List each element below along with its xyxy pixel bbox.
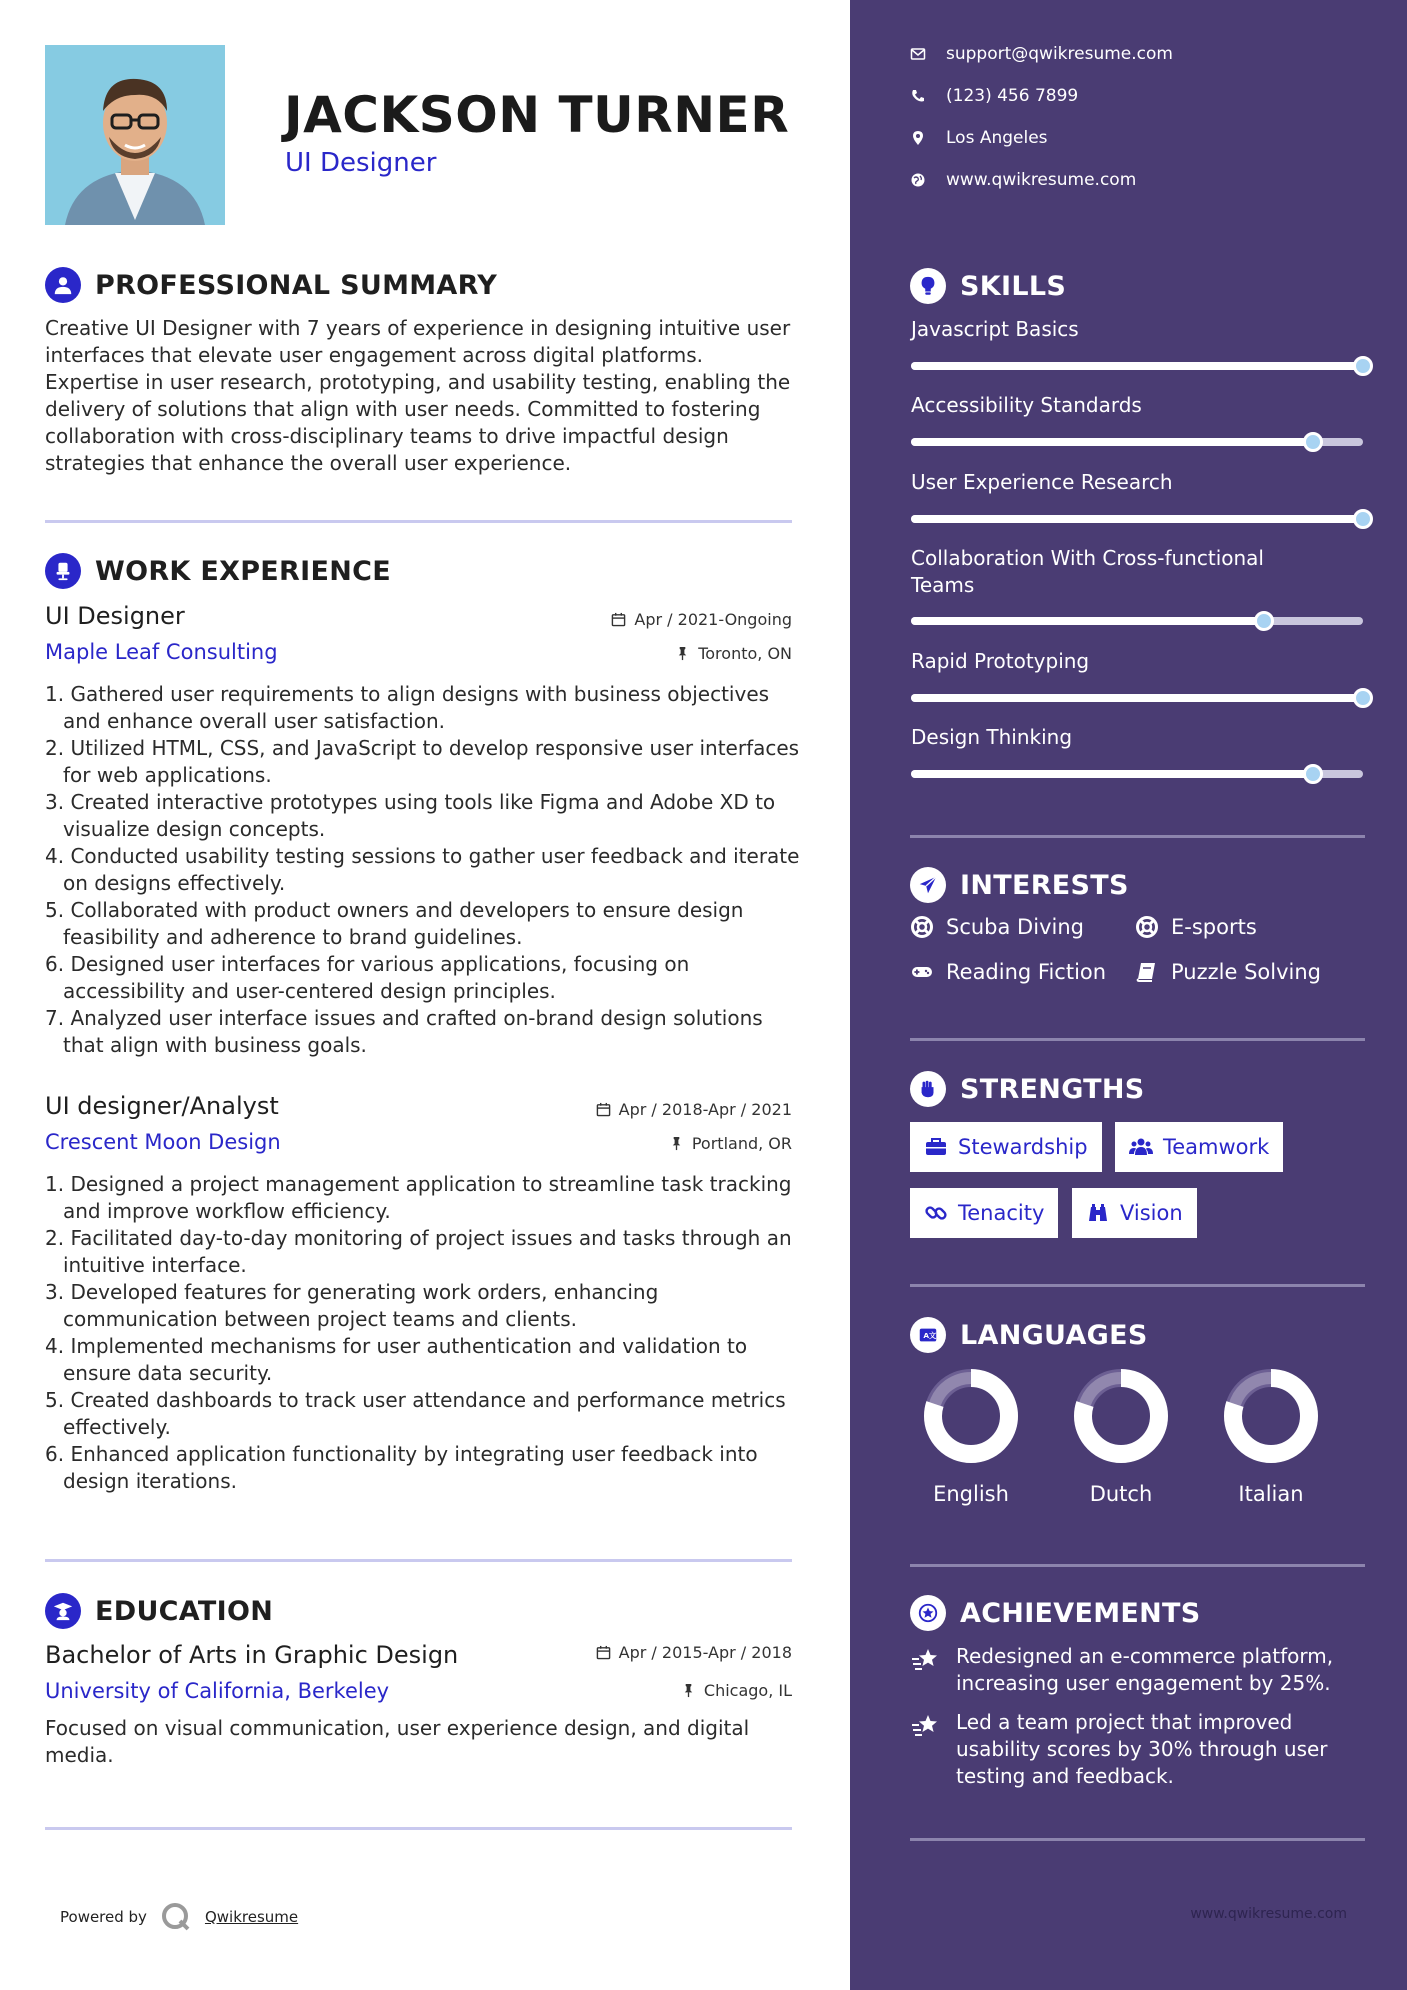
strength-chip: [910, 1188, 1058, 1238]
svg-text:文: 文: [928, 1331, 937, 1341]
job-location-text: Toronto, ON: [698, 644, 792, 663]
section-divider: [45, 1827, 792, 1830]
list-item: 6. Enhanced application functionality by integrating user feedback into design iterations.: [45, 1442, 758, 1493]
interest-label: Puzzle Solving: [1171, 960, 1321, 984]
calendar-icon: [596, 1645, 611, 1660]
strength-label: Tenacity: [958, 1201, 1045, 1225]
achievement-text: Led a team project that improved usability scores by 30% through user testing and feedback.: [956, 1710, 1328, 1788]
interest-label: Reading Fiction: [946, 960, 1107, 984]
work-title: WORK EXPERIENCE: [95, 555, 391, 587]
language-ring-chart: [1223, 1368, 1319, 1464]
avatar: [45, 45, 225, 225]
binoculars-icon: [1086, 1201, 1110, 1225]
sidebar-divider: [910, 1038, 1365, 1041]
website-text: www.qwikresume.com: [946, 170, 1137, 190]
sidebar-divider: [910, 835, 1365, 838]
education-dates: [596, 1643, 792, 1662]
achievements-heading: [910, 1595, 1201, 1631]
qwikresume-logo-icon: [159, 1900, 193, 1934]
summary-title: PROFESSIONAL SUMMARY: [95, 269, 498, 301]
job-location-text: Portland, OR: [691, 1134, 792, 1153]
lightbulb-icon: [910, 268, 946, 304]
achievement-item: [910, 1709, 1370, 1790]
job-company: Crescent Moon Design: [45, 1130, 281, 1154]
link-icon: [924, 1201, 948, 1225]
powered-by-label: Powered by: [60, 1908, 147, 1926]
strength-chip: [910, 1122, 1102, 1172]
skill-bar-knob: [1303, 432, 1323, 452]
user-icon: [45, 267, 81, 303]
skill-bar: [911, 515, 1363, 523]
skill-bar-fill: [911, 770, 1313, 778]
summary-heading: [45, 267, 497, 303]
strengths-heading: [910, 1071, 1145, 1107]
achievements-title: ACHIEVEMENTS: [960, 1597, 1201, 1629]
phone-text: (123) 456 7899: [946, 86, 1079, 106]
section-divider: [45, 1559, 792, 1562]
contact-email[interactable]: [910, 44, 1173, 64]
skill-name: Javascript Basics: [911, 317, 1079, 341]
interest-label: E-sports: [1171, 915, 1257, 939]
job-dates: [596, 1100, 792, 1119]
job-location: [675, 644, 792, 663]
skill-bar: [911, 362, 1363, 370]
skills-title: SKILLS: [960, 270, 1067, 302]
pin-icon: [669, 1136, 684, 1151]
education-heading: [45, 1593, 273, 1629]
summary-text: Creative UI Designer with 7 years of experience in designing intuitive user interfaces that elevate user engagement across digital platforms. Expertise in user research, prototyping, and usability testing, enabling the delivery of solutions that align with user needs. Committed to fostering collaboration with cross-disciplinary teams to drive impactful design strategies that enhance the overall user experience.: [45, 316, 791, 475]
job-dates-text: Apr / 2021-Ongoing: [634, 610, 792, 629]
brand-link[interactable]: Qwikresume: [204, 1908, 299, 1926]
pin-icon: [675, 646, 690, 661]
list-item: 2. Facilitated day-to-day monitoring of project issues and tasks through an intuitive interface.: [45, 1226, 792, 1277]
language-item: [1206, 1368, 1336, 1506]
list-item: 1. Gathered user requirements to align designs with business objectives and enhance overall user satisfaction.: [45, 682, 770, 733]
education-title: EDUCATION: [95, 1595, 274, 1627]
interests-title: INTERESTS: [960, 869, 1129, 901]
paper-plane-icon: [910, 867, 946, 903]
section-divider: [45, 520, 792, 523]
achievement-text: Redesigned an e-commerce platform, increasing user engagement by 25%.: [956, 1644, 1334, 1695]
list-item: 5. Collaborated with product owners and developers to ensure design feasibility and adherence to brand guidelines.: [45, 898, 744, 949]
lifebuoy-icon: [1135, 915, 1159, 939]
skill-name: Collaboration With Cross-functional Teams: [911, 546, 1264, 597]
star-badge-icon: [910, 1595, 946, 1631]
skill-bar-fill: [911, 515, 1363, 523]
phone-icon: [910, 88, 926, 104]
list-item: 1. Designed a project management application to streamline task tracking and improve workflow efficiency.: [45, 1172, 792, 1223]
strength-label: Stewardship: [958, 1135, 1088, 1159]
skill-bar: [911, 617, 1363, 625]
interest-item: [1135, 960, 1321, 984]
interest-label: Scuba Diving: [946, 915, 1084, 939]
svg-text:A: A: [923, 1331, 930, 1341]
skill-bar-fill: [911, 694, 1363, 702]
sidebar: [850, 0, 1407, 1990]
sidebar-divider: [910, 1838, 1365, 1841]
work-heading: [45, 553, 391, 589]
chair-icon: [45, 553, 81, 589]
list-item: 4. Conducted usability testing sessions to gather user feedback and iterate on designs effectively.: [45, 844, 800, 895]
location-text: Los Angeles: [946, 128, 1048, 148]
job-location: [669, 1134, 792, 1153]
footer-site[interactable]: www.qwikresume.com: [1190, 1906, 1347, 1922]
skill-name: Rapid Prototyping: [911, 649, 1090, 673]
lifebuoy-icon: [910, 915, 934, 939]
interest-item: [910, 915, 1084, 939]
candidate-role: UI Designer: [285, 148, 437, 178]
translate-icon: [910, 1317, 946, 1353]
language-name: Italian: [1238, 1482, 1304, 1506]
contact-phone[interactable]: [910, 86, 1078, 106]
globe-icon: [910, 172, 926, 188]
skill-bar: [911, 438, 1363, 446]
interests-heading: [910, 867, 1129, 903]
list-item: 3. Created interactive prototypes using tools like Figma and Adobe XD to visualize design concepts.: [45, 790, 776, 841]
languages-heading: [910, 1317, 1148, 1353]
list-item: 5. Created dashboards to track user attendance and performance metrics effectively.: [45, 1388, 786, 1439]
languages-title: LANGUAGES: [960, 1319, 1148, 1351]
book-icon: [1135, 960, 1159, 984]
briefcase-icon: [924, 1135, 948, 1159]
sidebar-divider: [910, 1564, 1365, 1567]
degree-title: Bachelor of Arts in Graphic Design: [45, 1641, 459, 1669]
job-dates-text: Apr / 2018-Apr / 2021: [618, 1100, 792, 1119]
skill-name: Accessibility Standards: [911, 393, 1142, 417]
skill-bar: [911, 770, 1363, 778]
school-name: University of California, Berkeley: [45, 1679, 390, 1703]
skill-bar-knob: [1254, 611, 1274, 631]
shooting-star-icon: [910, 1645, 940, 1675]
calendar-icon: [596, 1102, 611, 1117]
job-bullets: [45, 1171, 805, 1495]
strength-chip: [1072, 1188, 1197, 1238]
strength-label: Teamwork: [1163, 1135, 1270, 1159]
language-item: [906, 1368, 1036, 1506]
job-title: UI designer/Analyst: [45, 1092, 279, 1120]
list-item: 3. Developed features for generating work orders, enhancing communication between project teams and clients.: [45, 1280, 659, 1331]
skill-bar-knob: [1303, 764, 1323, 784]
pin-icon: [681, 1683, 696, 1698]
job-bullets: [45, 681, 805, 1059]
contact-website[interactable]: [910, 170, 1136, 190]
skills-heading: [910, 268, 1066, 304]
profile-photo: [45, 45, 225, 225]
graduate-icon: [45, 1593, 81, 1629]
education-location: [681, 1681, 792, 1700]
footer-powered-by: [60, 1900, 298, 1934]
strength-chip: [1115, 1122, 1283, 1172]
skill-bar-fill: [911, 362, 1363, 370]
skill-name: User Experience Research: [911, 470, 1173, 494]
candidate-name: JACKSON TURNER: [284, 86, 790, 144]
skill-bar-fill: [911, 438, 1313, 446]
job-title: UI Designer: [45, 602, 185, 630]
sidebar-divider: [910, 1284, 1365, 1287]
language-ring-chart: [1073, 1368, 1169, 1464]
fist-icon: [910, 1071, 946, 1107]
language-name: English: [933, 1482, 1009, 1506]
gamepad-icon: [910, 960, 934, 984]
education-dates-text: Apr / 2015-Apr / 2018: [618, 1643, 792, 1662]
skill-bar-knob: [1353, 356, 1373, 376]
shooting-star-icon: [910, 1711, 940, 1741]
skill-bar-knob: [1353, 688, 1373, 708]
language-item: [1056, 1368, 1186, 1506]
skill-bar-knob: [1353, 509, 1373, 529]
email-text: support@qwikresume.com: [946, 44, 1173, 64]
strengths-title: STRENGTHS: [960, 1073, 1145, 1105]
list-item: 6. Designed user interfaces for various applications, focusing on accessibility and user-centered design principles.: [45, 952, 690, 1003]
list-item: 4. Implemented mechanisms for user authentication and validation to ensure data security.: [45, 1334, 748, 1385]
language-name: Dutch: [1089, 1482, 1153, 1506]
language-ring-chart: [923, 1368, 1019, 1464]
education-location-text: Chicago, IL: [703, 1681, 792, 1700]
list-item: 7. Analyzed user interface issues and crafted on-brand design solutions that align with business goals.: [45, 1006, 763, 1057]
calendar-icon: [611, 612, 626, 627]
location-pin-icon: [910, 130, 926, 146]
users-icon: [1129, 1135, 1153, 1159]
achievement-item: [910, 1643, 1370, 1697]
job-dates: [611, 610, 792, 629]
strength-label: Vision: [1120, 1201, 1183, 1225]
contact-location: [910, 128, 1048, 148]
job-company: Maple Leaf Consulting: [45, 640, 278, 664]
skill-bar-fill: [911, 617, 1264, 625]
education-description: Focused on visual communication, user experience design, and digital media.: [45, 1716, 750, 1767]
envelope-icon: [910, 46, 926, 62]
interest-item: [910, 960, 1106, 984]
skill-bar: [911, 694, 1363, 702]
skill-name: Design Thinking: [911, 725, 1073, 749]
interest-item: [1135, 915, 1257, 939]
list-item: 2. Utilized HTML, CSS, and JavaScript to develop responsive user interfaces for web applications.: [45, 736, 800, 787]
